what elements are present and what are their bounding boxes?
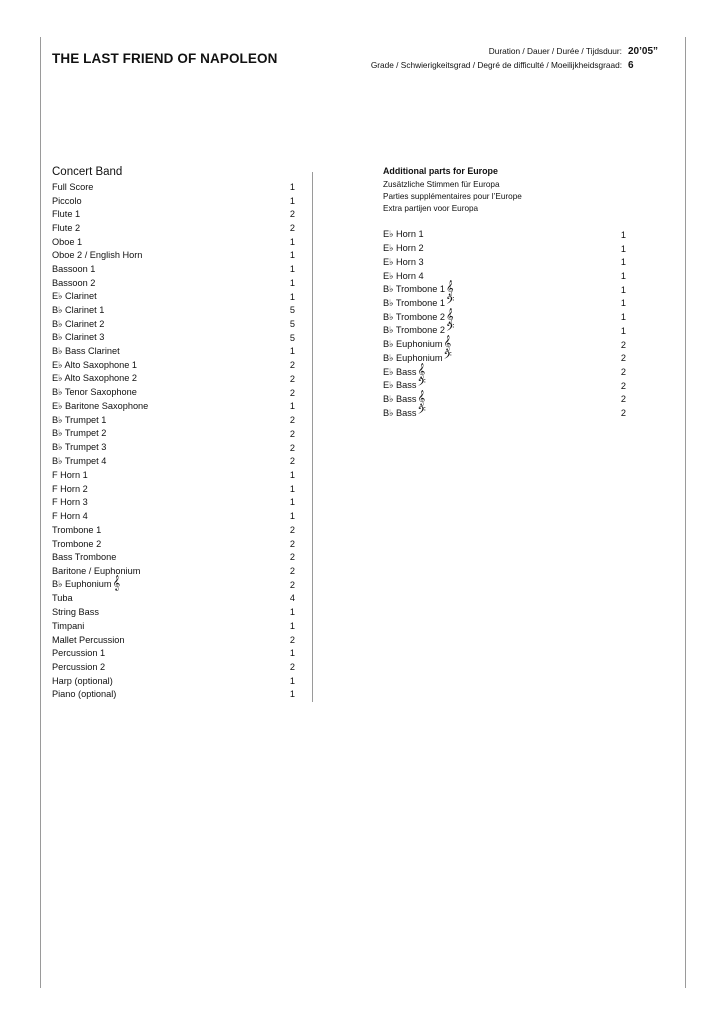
part-row — [52, 496, 295, 510]
part-count: 1 — [289, 250, 295, 261]
part-name: E♭ Baritone Saxophone — [52, 400, 149, 411]
page-left-border — [40, 37, 41, 988]
part-count: 2 — [289, 456, 295, 467]
europe-subtitle-fr: Parties supplémentaires pour l’Europe — [383, 192, 522, 201]
part-name-wrap — [52, 209, 80, 219]
grade-value: 6 — [628, 60, 634, 71]
part-count: 1 — [289, 346, 295, 357]
part-row — [52, 345, 295, 359]
part-name-wrap — [383, 294, 455, 310]
part-count: 1 — [289, 620, 295, 631]
part-count: 2 — [289, 209, 295, 220]
part-count: 2 — [289, 360, 295, 371]
part-row — [383, 269, 626, 283]
part-name-wrap — [383, 404, 426, 420]
treble-clef-icon: 𝄞 — [443, 336, 452, 352]
part-name-wrap — [52, 576, 121, 592]
part-name-wrap — [52, 539, 101, 549]
part-name: B♭ Tenor Saxophone — [52, 387, 137, 398]
part-row — [52, 235, 295, 249]
part-count: 4 — [289, 593, 295, 604]
part-row — [52, 660, 295, 674]
part-name: E♭ Horn 4 — [383, 270, 424, 281]
part-count: 2 — [289, 538, 295, 549]
part-name-wrap — [383, 308, 454, 324]
part-name-wrap — [52, 525, 101, 535]
part-name: E♭ Bass — [383, 366, 417, 377]
part-name: Oboe 1 — [52, 236, 83, 247]
bass-clef-icon: 𝄢 — [417, 377, 426, 393]
part-name: B♭ Euphonium — [52, 579, 112, 590]
part-name: B♭ Clarinet 3 — [52, 332, 105, 343]
part-name: F Horn 4 — [52, 511, 88, 522]
part-name-wrap — [52, 196, 82, 206]
bass-clef-icon: 𝄢 — [446, 322, 455, 338]
part-count: 5 — [289, 305, 295, 316]
part-row — [52, 386, 295, 400]
part-count: 1 — [620, 325, 626, 336]
part-name-wrap — [52, 250, 142, 260]
part-count: 1 — [289, 236, 295, 247]
part-row — [52, 331, 295, 345]
part-row — [52, 550, 295, 564]
part-name: Full Score — [52, 181, 94, 192]
part-row — [383, 310, 626, 324]
part-name-wrap — [52, 223, 80, 233]
part-row — [52, 564, 295, 578]
part-name: B♭ Clarinet 2 — [52, 318, 105, 329]
part-row — [52, 646, 295, 660]
part-name: Bassoon 1 — [52, 264, 96, 275]
part-name: B♭ Trombone 2 — [383, 311, 446, 322]
part-name: B♭ Euphonium — [383, 339, 443, 350]
part-count: 1 — [289, 675, 295, 686]
part-count: 1 — [289, 511, 295, 522]
part-count: 2 — [289, 442, 295, 453]
bass-clef-icon: 𝄢 — [443, 349, 452, 365]
part-row — [52, 688, 295, 702]
part-name: B♭ Bass — [383, 407, 417, 418]
part-count: 2 — [620, 408, 626, 419]
duration-row — [489, 46, 662, 57]
part-name: F Horn 3 — [52, 497, 88, 508]
part-row — [52, 578, 295, 592]
part-row — [52, 276, 295, 290]
part-name-wrap — [383, 390, 426, 406]
part-count: 2 — [289, 373, 295, 384]
part-row — [52, 221, 295, 235]
part-count: 1 — [289, 648, 295, 659]
part-row — [52, 523, 295, 537]
part-row — [52, 427, 295, 441]
part-row — [383, 242, 626, 256]
part-row — [52, 180, 295, 194]
part-name-wrap — [52, 621, 84, 631]
part-name: Trombone 2 — [52, 538, 102, 549]
part-name-wrap — [383, 336, 452, 352]
part-name: Mallet Percussion — [52, 634, 125, 645]
part-row — [52, 317, 295, 331]
part-count: 5 — [289, 332, 295, 343]
part-row — [52, 207, 295, 221]
part-name: E♭ Horn 3 — [383, 256, 424, 267]
part-count: 2 — [289, 223, 295, 234]
part-row — [52, 372, 295, 386]
part-row — [52, 468, 295, 482]
part-row — [52, 509, 295, 523]
part-name: Harp (optional) — [52, 675, 113, 686]
part-row — [383, 406, 626, 420]
part-name-wrap — [52, 401, 148, 412]
part-row — [52, 674, 295, 688]
part-count: 2 — [620, 394, 626, 405]
part-row — [383, 283, 626, 297]
treble-clef-icon: 𝄞 — [446, 308, 454, 324]
part-name-wrap — [52, 360, 137, 371]
europe-subtitle-nl: Extra partijen voor Europa — [383, 204, 479, 213]
part-row — [52, 249, 295, 263]
part-count: 1 — [289, 469, 295, 480]
europe-parts-list — [383, 228, 626, 420]
part-name-wrap — [52, 415, 106, 426]
part-name-wrap — [52, 511, 88, 521]
part-name: B♭ Trumpet 3 — [52, 442, 107, 453]
part-name: B♭ Bass — [383, 393, 417, 404]
part-count: 5 — [289, 319, 295, 330]
part-name-wrap — [52, 593, 73, 603]
part-name-wrap — [52, 305, 104, 316]
part-count: 1 — [289, 277, 295, 288]
part-name: Trombone 1 — [52, 524, 102, 535]
part-row — [383, 338, 626, 352]
part-name: Bass Trombone — [52, 552, 117, 563]
part-name-wrap — [52, 648, 105, 658]
part-row — [52, 262, 295, 276]
part-name-wrap — [52, 387, 137, 398]
part-count: 1 — [620, 312, 626, 323]
part-name: B♭ Trombone 1 — [383, 284, 446, 295]
part-name: Piano (optional) — [52, 689, 117, 700]
part-name: F Horn 1 — [52, 469, 88, 480]
part-name: E♭ Clarinet — [52, 291, 97, 302]
part-name: Flute 1 — [52, 209, 81, 220]
part-name-wrap — [52, 484, 88, 494]
part-row — [52, 290, 295, 304]
part-name: Timpani — [52, 620, 85, 631]
part-name-wrap — [52, 552, 116, 562]
part-count: 1 — [620, 298, 626, 309]
part-count: 2 — [289, 579, 295, 590]
part-row — [52, 537, 295, 551]
part-count: 1 — [620, 243, 626, 254]
treble-clef-icon: 𝄞 — [446, 281, 454, 297]
part-name: Flute 2 — [52, 223, 81, 234]
part-name: F Horn 2 — [52, 483, 88, 494]
part-count: 1 — [289, 401, 295, 412]
part-count: 2 — [289, 415, 295, 426]
part-name: B♭ Trombone 2 — [383, 325, 446, 336]
part-name: Oboe 2 / English Horn — [52, 250, 143, 261]
part-name-wrap — [383, 322, 455, 338]
part-count: 2 — [289, 428, 295, 439]
part-name-wrap — [52, 346, 120, 357]
part-count: 2 — [289, 552, 295, 563]
part-name-wrap — [383, 363, 426, 379]
part-count: 1 — [620, 257, 626, 268]
part-name: E♭ Horn 1 — [383, 229, 424, 240]
part-name: Piccolo — [52, 195, 82, 206]
part-row — [383, 255, 626, 269]
bass-clef-icon: 𝄢 — [417, 404, 426, 420]
part-name-wrap — [52, 566, 140, 576]
part-name: Percussion 2 — [52, 662, 106, 673]
part-name: Baritone / Euphonium — [52, 565, 141, 576]
part-name: B♭ Euphonium — [383, 352, 443, 363]
part-row — [52, 454, 295, 468]
part-name: Tuba — [52, 593, 73, 604]
concert-band-heading: Concert Band — [52, 166, 123, 178]
part-name-wrap — [52, 291, 97, 302]
duration-value: 20’05” — [628, 46, 659, 57]
part-name-wrap — [52, 470, 88, 480]
part-count: 2 — [620, 367, 626, 378]
bass-clef-icon: 𝄢 — [446, 294, 455, 310]
part-name: E♭ Alto Saxophone 2 — [52, 373, 138, 384]
part-name-wrap — [52, 635, 125, 645]
part-count: 1 — [289, 607, 295, 618]
part-name-wrap — [52, 607, 99, 617]
grade-row — [371, 60, 662, 71]
part-count: 1 — [620, 229, 626, 240]
part-name-wrap — [52, 662, 105, 672]
part-name: B♭ Clarinet 1 — [52, 304, 105, 315]
part-count: 2 — [289, 565, 295, 576]
part-name: B♭ Trombone 1 — [383, 297, 446, 308]
part-name-wrap — [52, 676, 113, 686]
part-name: Percussion 1 — [52, 648, 106, 659]
part-row — [383, 228, 626, 242]
part-name: E♭ Bass — [383, 380, 417, 391]
part-row — [52, 482, 295, 496]
part-name-wrap — [383, 349, 452, 365]
part-row — [52, 413, 295, 427]
part-name-wrap — [52, 237, 82, 247]
treble-clef-icon: 𝄞 — [417, 390, 426, 406]
part-count: 2 — [620, 339, 626, 350]
part-name-wrap — [52, 319, 104, 330]
part-row — [52, 194, 295, 208]
part-name-wrap — [383, 257, 424, 268]
part-name-wrap — [52, 373, 137, 384]
part-count: 2 — [289, 662, 295, 673]
part-count: 1 — [289, 181, 295, 192]
part-name-wrap — [52, 497, 88, 507]
part-name-wrap — [383, 281, 454, 297]
page-title: THE LAST FRIEND OF NAPOLEON — [52, 51, 278, 66]
europe-heading: Additional parts for Europe — [383, 166, 498, 176]
part-name-wrap — [383, 271, 424, 282]
part-row — [52, 400, 295, 414]
part-count: 2 — [289, 634, 295, 645]
part-name-wrap — [52, 264, 95, 274]
part-name-wrap — [383, 243, 424, 254]
part-name-wrap — [383, 229, 424, 240]
part-name: Bassoon 2 — [52, 277, 96, 288]
part-count: 2 — [620, 353, 626, 364]
part-name-wrap — [52, 332, 104, 343]
page-right-border — [685, 37, 686, 988]
part-row — [52, 633, 295, 647]
part-count: 1 — [620, 271, 626, 282]
part-count: 1 — [289, 264, 295, 275]
part-row — [52, 605, 295, 619]
part-name: String Bass — [52, 607, 99, 618]
part-count: 1 — [620, 284, 626, 295]
part-count: 2 — [289, 524, 295, 535]
part-row — [383, 324, 626, 338]
treble-clef-icon: 𝄞 — [417, 363, 426, 379]
part-row — [52, 441, 295, 455]
part-name: E♭ Alto Saxophone 1 — [52, 359, 138, 370]
part-name: B♭ Trumpet 4 — [52, 455, 107, 466]
part-name-wrap — [52, 182, 93, 192]
part-count: 2 — [289, 387, 295, 398]
column-divider — [312, 172, 313, 702]
part-name: E♭ Horn 2 — [383, 243, 424, 254]
part-name-wrap — [52, 689, 116, 699]
part-row — [52, 619, 295, 633]
part-count: 1 — [289, 195, 295, 206]
part-row — [52, 592, 295, 606]
part-name-wrap — [52, 278, 95, 288]
part-name-wrap — [52, 442, 106, 453]
treble-clef-icon: 𝄞 — [112, 576, 121, 592]
part-name-wrap — [52, 456, 106, 467]
duration-label: Duration / Dauer / Durée / Tijdsduur: — [488, 46, 622, 56]
part-name-wrap — [383, 377, 426, 393]
concert-band-list — [52, 180, 295, 701]
part-count: 1 — [289, 483, 295, 494]
part-name: B♭ Trumpet 2 — [52, 428, 107, 439]
part-name-wrap — [52, 428, 106, 439]
part-row — [383, 294, 626, 311]
part-row — [52, 303, 295, 317]
europe-subtitle-de: Zusätzliche Stimmen für Europa — [383, 180, 500, 189]
part-count: 2 — [620, 380, 626, 391]
part-name: B♭ Bass Clarinet — [52, 345, 120, 356]
part-count: 1 — [289, 497, 295, 508]
part-name: B♭ Trumpet 1 — [52, 414, 107, 425]
part-count: 1 — [289, 291, 295, 302]
part-row — [52, 358, 295, 372]
part-count: 1 — [289, 689, 295, 700]
grade-label: Grade / Schwierigkeitsgrad / Degré de difficulté / Moeilijkheidsgraad: — [370, 60, 622, 70]
